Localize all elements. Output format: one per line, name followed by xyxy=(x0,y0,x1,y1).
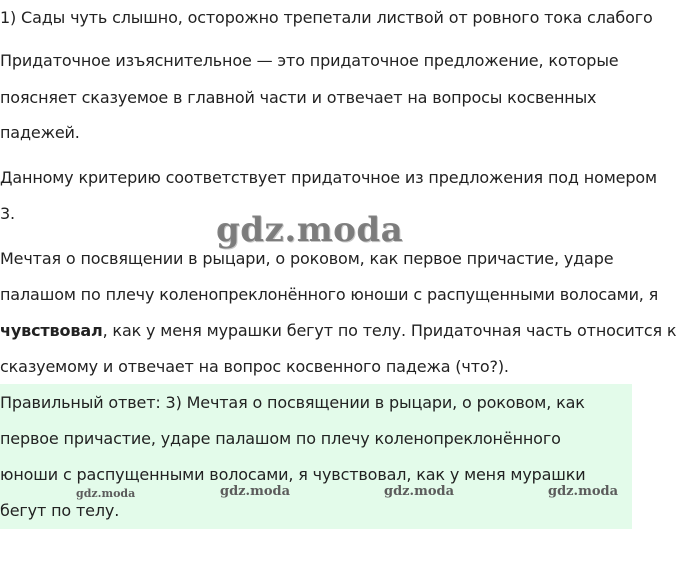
answer-line-2: первое причастие, ударе палашом по плечу коленопреклонённого xyxy=(0,429,561,448)
text-line-example-3 xyxy=(0,321,676,341)
watermark-small-2: gdz.moda xyxy=(220,484,291,499)
watermark-small-4: gdz.moda xyxy=(548,484,619,499)
answer-line-1: Правильный ответ: 3) Мечтая о посвящении в рыцари, о роковом, как xyxy=(0,393,585,412)
text-line-definition-2: поясняет сказуемое в главной части и отвечает на вопросы косвенных xyxy=(0,88,597,107)
watermark-small-1: gdz.moda xyxy=(76,487,136,500)
text-line-sentence-1: 1) Сады чуть слышно, осторожно трепетали листвой от ровного тока слабого xyxy=(0,8,653,27)
watermark-main: gdz.moda xyxy=(216,210,404,250)
text-line-definition-1: Придаточное изъяснительное — это придаточное предложение, которые xyxy=(0,51,619,70)
text-line-criterion-1: Данному критерию соответствует придаточное из предложения под номером xyxy=(0,168,657,187)
text-line-example-2: палашом по плечу коленопреклонённого юноши с распущенными волосами, я xyxy=(0,285,659,304)
text-line-example-1: Мечтая о посвящении в рыцари, о роковом, как первое причастие, ударе xyxy=(0,249,614,268)
bold-verb: чувствовал xyxy=(0,321,103,340)
answer-line-4: бегут по телу. xyxy=(0,501,120,520)
answer-line-3: юноши с распущенными волосами, я чувствовал, как у меня мурашки xyxy=(0,465,586,484)
watermark-small-3: gdz.moda xyxy=(384,484,455,499)
example-3-rest: , как у меня мурашки бегут по телу. Придаточная часть относится к xyxy=(102,321,677,340)
text-line-definition-3: падежей. xyxy=(0,123,80,142)
text-line-example-4: сказуемому и отвечает на вопрос косвенного падежа (что?). xyxy=(0,357,509,376)
text-line-criterion-2: 3. xyxy=(0,204,15,223)
